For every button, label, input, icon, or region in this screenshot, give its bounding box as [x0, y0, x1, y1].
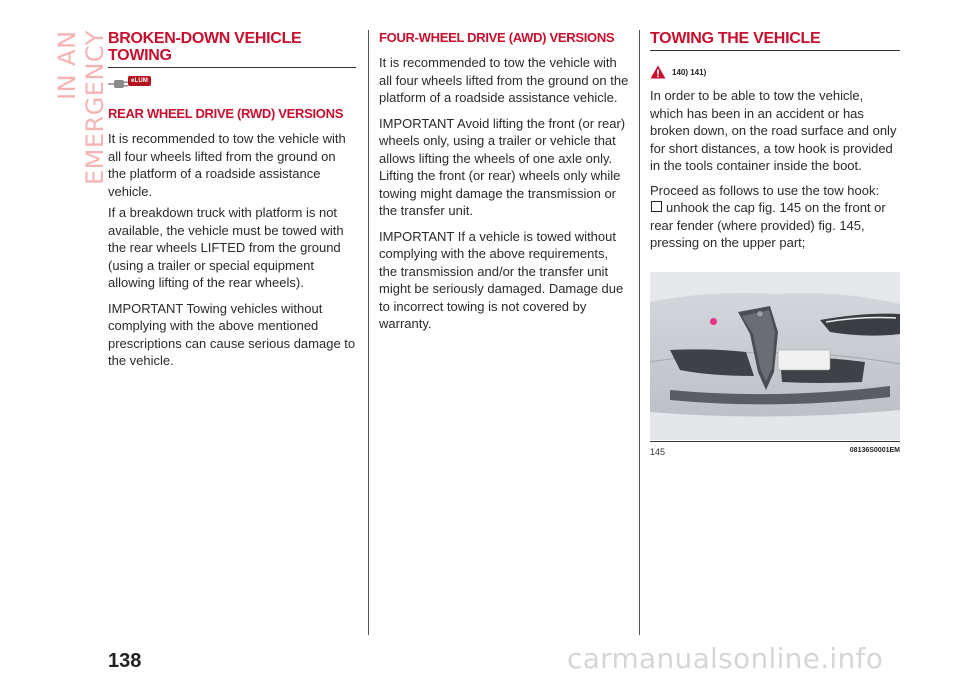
column-divider-1 — [368, 30, 369, 635]
figure-front-bumper — [650, 272, 900, 440]
column-rwd-towing — [108, 30, 356, 370]
section-title-towing-vehicle: TOWING THE VEHICLE — [650, 30, 900, 51]
warning-triangle-icon — [650, 65, 666, 79]
elum-indicator — [108, 76, 356, 92]
column-awd-towing — [379, 30, 629, 333]
subtitle-rwd: REAR WHEEL DRIVE (RWD) VERSIONS — [108, 106, 344, 121]
section-title-broken-down-towing: BROKEN-DOWN VEHICLE TOWING — [108, 30, 356, 68]
chapter-side-title: IN AN EMERGENCY — [53, 30, 109, 185]
electric-plug-icon — [108, 78, 130, 90]
car-front-illustration — [650, 272, 900, 440]
checkbox-bullet-icon — [651, 201, 662, 212]
paragraph-rwd-2: If a breakdown truck with platform is not available, the vehicle must be towed with the rear wheels LIFTED from the ground (using a trailer or special equipment allowing lifting of the rear wheels). — [108, 205, 344, 290]
figure-code: 08136S0001EM — [849, 447, 900, 454]
column-divider-2 — [639, 30, 640, 635]
figure-number: 145 — [650, 447, 666, 457]
paragraph-awd-3: IMPORTANT If a vehicle is towed without complying with the above requirements, the transmission and/or the transfer unit might be seriously damaged. Damage due to incorrect towing is not covered by warranty. — [379, 228, 624, 331]
paragraph-rwd-3: IMPORTANT Towing vehicles without complying with the above mentioned prescriptions can cause serious damage to the vehicle. — [108, 300, 356, 368]
paragraph-awd-1: It is recommended to tow the vehicle with all four wheels lifted from the ground on the platform of a roadside assistance vehicle. — [379, 55, 629, 105]
elum-badge: eLUM — [128, 76, 151, 86]
page-number: 138 — [108, 650, 142, 672]
column-towing-vehicle — [650, 30, 900, 252]
figure-caption — [650, 441, 900, 457]
paragraph-rwd-1: It is recommended to tow the vehicle with all four wheels lifted from the ground on the platform of a roadside assistance vehicle. — [108, 131, 346, 199]
bullet-text: unhook the cap fig. 145 on the front or rear fender (where provided) fig. 145, pressing on the upper part; — [650, 200, 886, 250]
watermark: carmanualsonline.info — [567, 642, 884, 675]
warning-refs-text: 140) 141) — [672, 67, 707, 77]
bullet-unhook-cap — [650, 199, 900, 252]
warning-reference — [650, 65, 900, 79]
subtitle-awd: FOUR-WHEEL DRIVE (AWD) VERSIONS — [379, 30, 615, 45]
paragraph-awd-2: IMPORTANT Avoid lifting the front (or rear) wheels only, using a trailer or vehicle that allows lifting the wheels of one axle only. Lifting the front (or rear) wheels only while towing might damage the transmission or the transfer unit. — [379, 115, 626, 218]
paragraph-tow-2: Proceed as follows to use the tow hook: — [650, 182, 880, 198]
paragraph-tow-1: In order to be able to tow the vehicle, which has been in an accident or has broken down, on the road surface and only for short distances, a tow hook is provided in the tools container inside the boot. — [650, 88, 897, 173]
